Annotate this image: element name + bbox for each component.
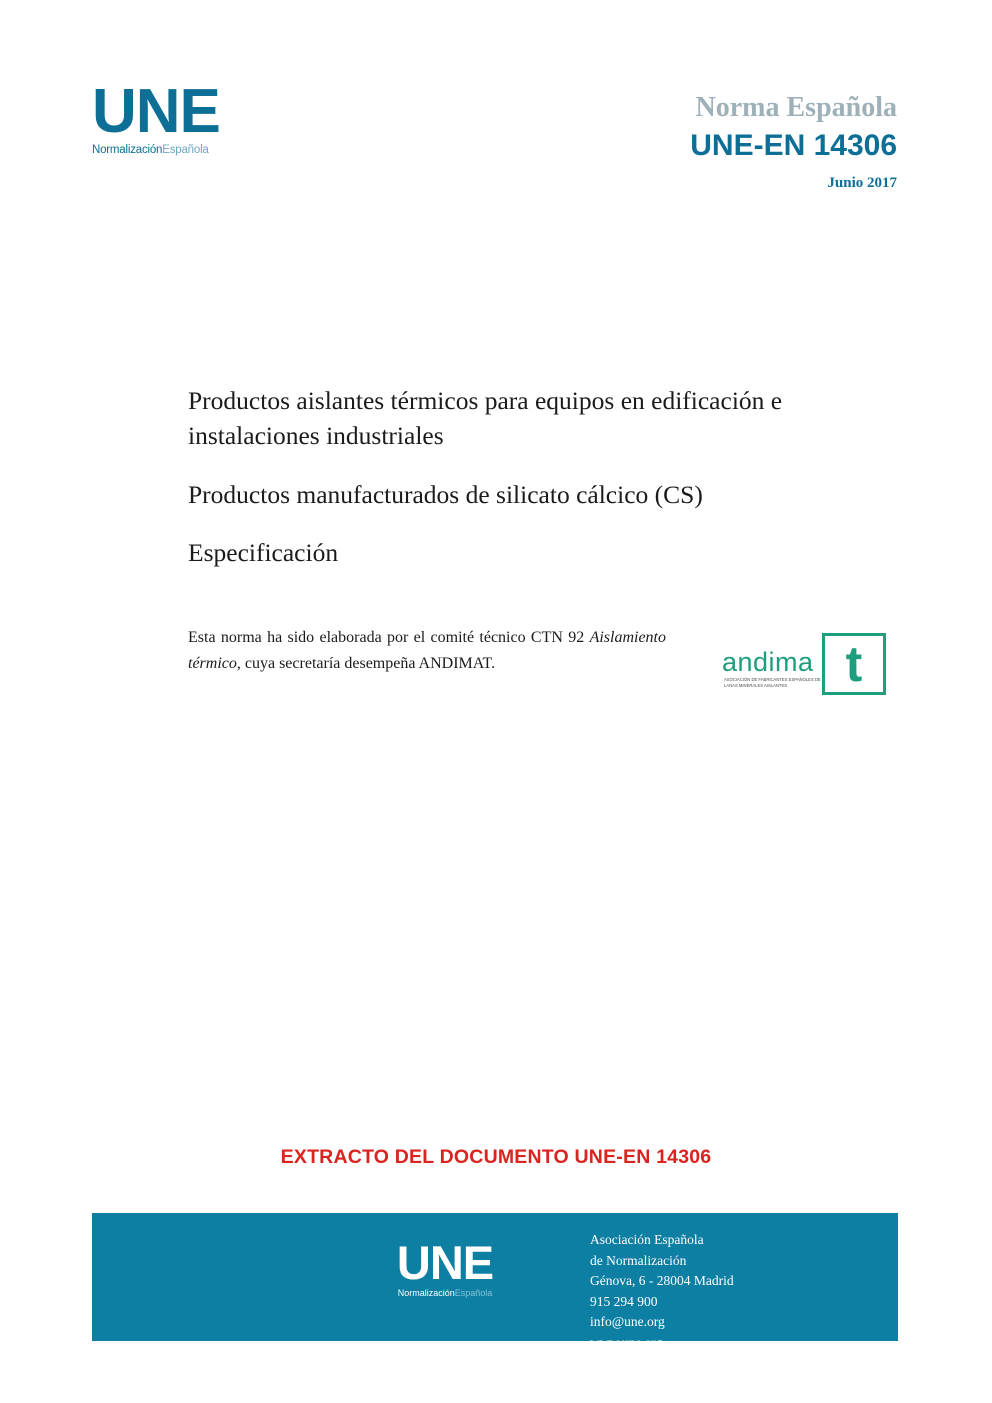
committee-note-italic: Aislamiento térmico [188, 629, 666, 672]
footer-org-line2: de Normalización [590, 1252, 687, 1268]
footer-email[interactable]: info@une.org [590, 1314, 665, 1330]
footer-address: Génova, 6 - 28004 Madrid [590, 1273, 734, 1289]
committee-note-part2: , cuya secretaría desempeña ANDIMAT. [236, 654, 496, 672]
footer-bar [92, 1213, 898, 1350]
andimat-mark-letter: t [845, 636, 863, 692]
une-logo-subtitle-light: Española [162, 143, 209, 156]
une-logo-wordmark: UNE [92, 77, 220, 146]
andimat-logo [722, 633, 872, 695]
une-logo [92, 77, 252, 156]
standard-code: UNE-EN 14306 [690, 129, 897, 163]
footer-website[interactable]: www.une.org [590, 1334, 663, 1350]
footer-contact-block [590, 1230, 734, 1353]
footer-logo-subtitle [370, 1288, 520, 1298]
committee-note-part1: Esta norma ha sido elaborada por el comité técnico CTN 92 [188, 629, 590, 646]
norma-label: Norma Española [695, 92, 897, 123]
footer-logo-wordmark: UNE [396, 1236, 494, 1289]
extract-label: EXTRACTO DEL DOCUMENTO UNE-EN 14306 [280, 1146, 712, 1168]
header-standard-block [690, 92, 897, 192]
footer-org-line1: Asociación Española [590, 1232, 704, 1247]
une-logo-subtitle [92, 144, 252, 156]
andimat-wordmark: andima [722, 647, 814, 677]
document-subtitle: Productos manufacturados de silicato cálcico (CS) [188, 480, 703, 510]
publication-date: Junio 2017 [827, 175, 897, 192]
document-title-group [188, 383, 848, 570]
footer-logo-subtitle-bold: Normalización [397, 1287, 455, 1298]
footer-logo-subtitle-light: Española [454, 1287, 493, 1298]
committee-note [188, 625, 666, 677]
footer-phone: 915 294 900 [590, 1293, 658, 1309]
document-type: Especificación [188, 537, 339, 567]
page-title: Productos aislantes térmicos para equipos en edificación e instalaciones industriales [188, 386, 783, 451]
une-logo-subtitle-bold: Normalización [92, 143, 163, 156]
andimat-tagline: ASOCIACIÓN DE FABRICANTES ESPAÑOLES DE LANAS MINERALES AISLANTES [724, 677, 821, 689]
footer-une-logo [370, 1236, 520, 1298]
andimat-mark-box [822, 633, 886, 695]
